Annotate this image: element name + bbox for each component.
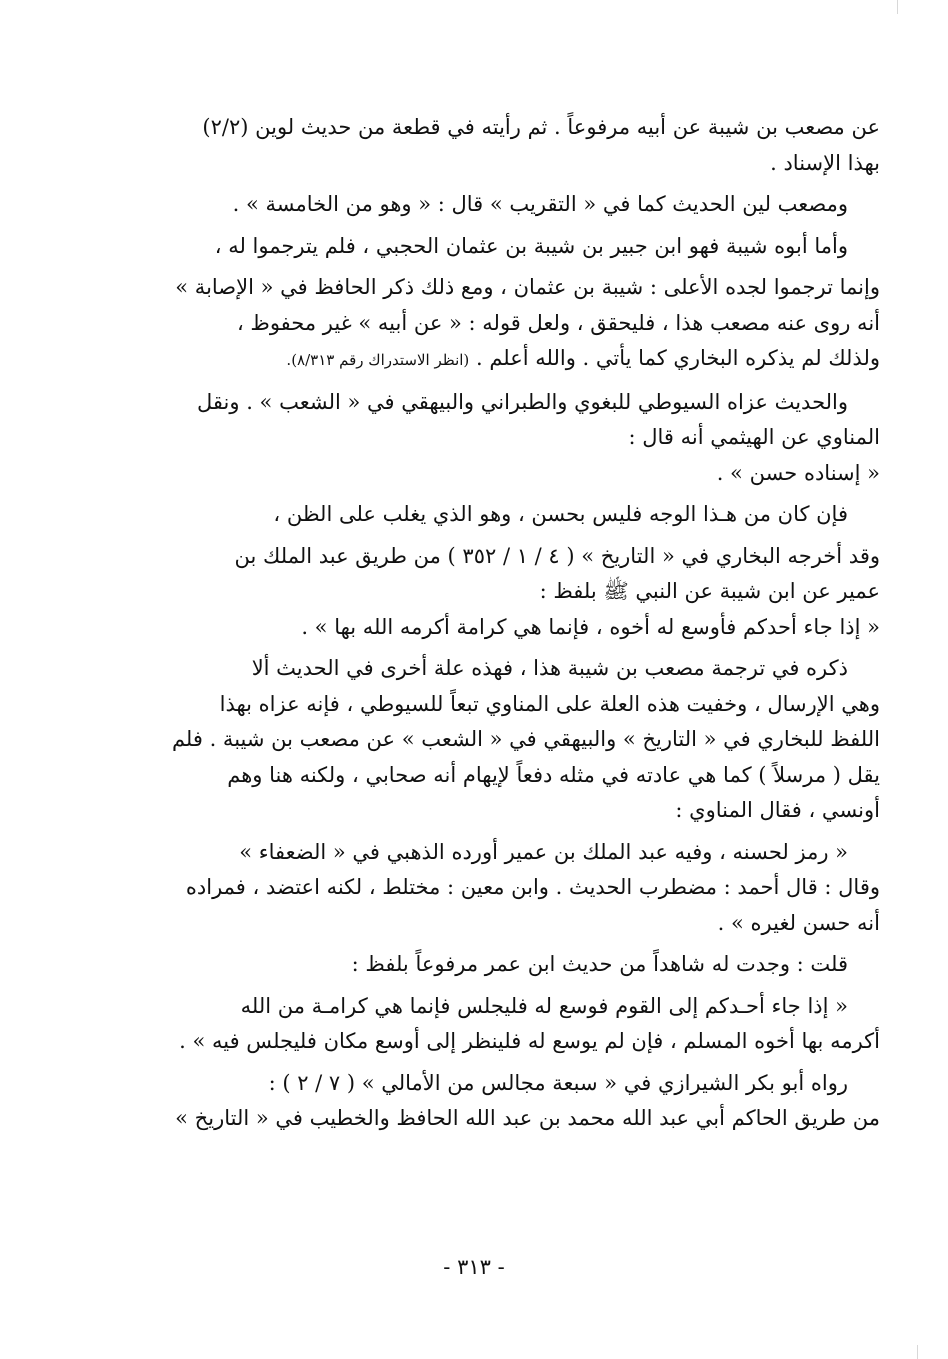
page-edge-mark xyxy=(897,0,898,14)
line-text: ذكره في ترجمة مصعب بن شيبة هذا ، فهذه علة أخرى في الحديث ألا xyxy=(251,656,848,680)
line-text: وقد أخرجه البخاري في « التاريخ » ( ٤ / ١ / ٣٥٢ ) من طريق عبد الملك بن xyxy=(234,543,880,568)
line-text: أنه روى عنه مصعب هذا ، فليحقق ، ولعل قوله : « عن أبيه » غير محفوظ ، xyxy=(236,310,880,335)
text-line xyxy=(120,793,880,829)
body-text xyxy=(120,110,880,1143)
line-text: وقال : قال أحمد : مضطرب الحديث . وابن معين : مختلط ، لكنه اعتضد ، فمراده xyxy=(185,875,880,899)
line-text: من طريق الحاكم أبي عبد الله محمد بن عبد الله الحافظ والخطيب في « التاريخ » xyxy=(175,1106,880,1130)
line-text: « إسناده حسن » . xyxy=(716,460,880,485)
text-line xyxy=(120,539,880,575)
paragraph xyxy=(120,539,880,646)
line-text: وهي الإرسال ، وخفيت هذه العلة على المناوي تبعاً للسيوطي ، فإنه عزاه بهذا xyxy=(219,691,880,716)
text-line xyxy=(120,1101,880,1137)
line-text: قلت : وجدت له شاهداً من حديث ابن عمر مرفوعاً بلفظ : xyxy=(351,952,848,976)
paragraph xyxy=(120,110,880,181)
text-line xyxy=(120,229,880,265)
text-line xyxy=(120,722,880,758)
paragraph xyxy=(120,270,880,379)
paragraph xyxy=(120,651,880,829)
line-text: « إذا جاء أحدكم فأوسع له أخوه ، فإنما هي كرامة أكرمه الله بها » . xyxy=(301,614,880,639)
text-line xyxy=(120,947,880,983)
text-line xyxy=(120,835,880,871)
paragraph xyxy=(120,187,880,223)
text-line xyxy=(120,758,880,794)
line-text: أكرمه بها أخوه المسلم ، فإن لم يوسع له فلينظر إلى أوسع مكان فليجلس فيه » . xyxy=(179,1029,880,1053)
paragraph xyxy=(120,385,880,492)
line-text: المناوي عن الهيثمي أنه قال : xyxy=(628,425,880,449)
paragraph xyxy=(120,497,880,533)
line-text: عن مصعب بن شيبة عن أبيه مرفوعاً . ثم رأيته في قطعة من حديث لوين (٢/٢) xyxy=(202,115,880,139)
text-line xyxy=(120,1024,880,1060)
line-text: عمير عن ابن شيبة عن النبي ﷺ بلفظ : xyxy=(539,579,880,603)
text-line xyxy=(120,651,880,687)
text-line xyxy=(120,610,880,646)
text-line xyxy=(120,497,880,533)
text-line xyxy=(120,146,880,182)
text-line xyxy=(120,187,880,223)
text-line xyxy=(120,420,880,456)
line-text: يقل ( مرسلاً ) كما هي عادته في مثله دفعاً لإيهام أنه صحابي ، ولكنه هنا وهم xyxy=(227,762,880,787)
line-text: بهذا الإسناد . xyxy=(770,150,880,175)
text-line xyxy=(120,989,880,1025)
text-line xyxy=(120,385,880,421)
line-text: ولذلك لم يذكره البخاري كما يأتي . والله أعلم . xyxy=(475,346,880,370)
text-line xyxy=(120,306,880,342)
line-text: ومصعب لين الحديث كما في « التقريب » قال : « وهو من الخامسة » . xyxy=(232,192,848,216)
line-text: وأما أبوه شيبة فهو ابن جبير بن شيبة بن عثمان الحجبي ، فلم يترجموا له ، xyxy=(214,233,848,258)
line-text: اللفظ للبخاري في « التاريخ » والبيهقي في « الشعب » عن مصعب بن شيبة . فلم xyxy=(171,727,880,751)
text-line xyxy=(120,270,880,306)
line-text: رواه أبو بكر الشيرازي في « سبعة مجالس من الأمالي » ( ٧ / ٢ ) : xyxy=(268,1070,848,1095)
text-line xyxy=(120,870,880,906)
text-line xyxy=(120,687,880,723)
paragraph xyxy=(120,229,880,265)
paragraph xyxy=(120,1066,880,1137)
text-line xyxy=(120,1066,880,1102)
line-text: « رمز لحسنه ، وفيه عبد الملك بن عمير أورده الذهبي في « الضعفاء » xyxy=(239,839,848,864)
line-text: أنه حسن لغيره » . xyxy=(717,910,880,935)
reference-note: (انظر الاستدراك رقم ٨/٣١٣). xyxy=(286,351,470,369)
text-line xyxy=(120,341,880,379)
line-text: فإن كان من هـذا الوجه فليس بحسن ، وهو الذي يغلب على الظن ، xyxy=(273,502,848,526)
text-line xyxy=(120,906,880,942)
paragraph xyxy=(120,989,880,1060)
page-edge-mark xyxy=(917,1345,918,1359)
line-text: « إذا جاء أحـدكم إلى القوم فوسع له فليجلس فإنما هي كرامـة من الله xyxy=(240,993,848,1018)
text-line xyxy=(120,574,880,610)
page-number: - ٣١٣ - xyxy=(443,1255,505,1279)
paragraph xyxy=(120,947,880,983)
paragraph xyxy=(120,835,880,942)
line-text: وإنما ترجموا لجده الأعلى : شيبة بن عثمان ، ومع ذلك ذكر الحافظ في « الإصابة » xyxy=(175,275,880,299)
line-text: والحديث عزاه السيوطي للبغوي والطبراني والبيهقي في « الشعب » . ونقل xyxy=(197,389,848,414)
text-line xyxy=(120,456,880,492)
line-text: أونسي ، فقال المناوي : xyxy=(675,798,880,822)
text-line xyxy=(120,110,880,146)
